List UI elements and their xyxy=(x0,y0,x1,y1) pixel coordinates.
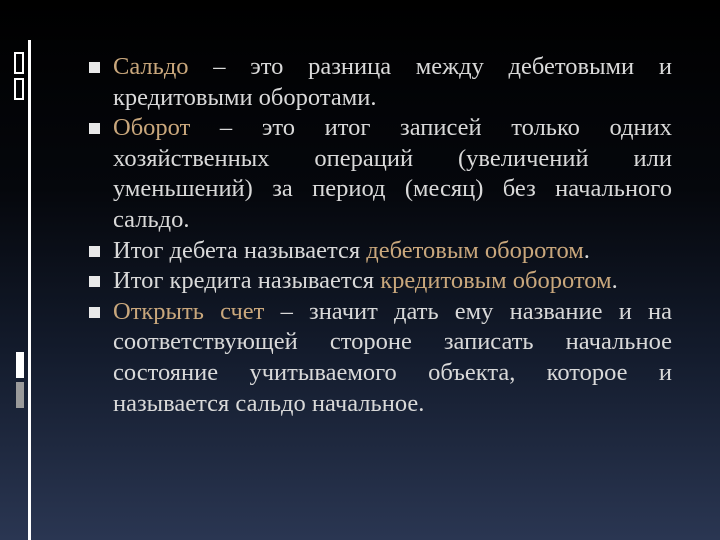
decor-bar-gray xyxy=(16,382,24,408)
decor-vertical-line xyxy=(28,40,31,540)
term-debet-turnover: дебетовым оборотом xyxy=(366,236,584,264)
definition-oborot: – это итог записей только одних хозяйственных операций (увеличений или уменьшений) за период (месяц) без начального сальдо. xyxy=(113,114,672,233)
definition-saldo: – это разница между дебетовыми и кредитовыми оборотами. xyxy=(113,53,672,111)
term-oborot: Оборот xyxy=(113,114,191,142)
square-bullet-icon xyxy=(89,62,100,73)
square-bullet-icon xyxy=(89,276,100,287)
kredit-suffix: . xyxy=(611,267,618,295)
decor-bar-light xyxy=(16,352,24,378)
bullet-list xyxy=(88,52,672,419)
slide-content xyxy=(88,52,672,419)
bullet-item-open-account xyxy=(88,297,672,419)
bullet-item-oborot xyxy=(88,113,672,235)
term-kredit-turnover: кредитовым оборотом xyxy=(380,267,612,295)
square-bullet-icon xyxy=(89,307,100,318)
decor-square-top xyxy=(14,52,24,74)
left-decoration xyxy=(0,0,30,540)
debet-prefix: Итог дебета называется xyxy=(113,236,367,264)
bullet-item-kredit xyxy=(88,266,672,297)
debet-suffix: . xyxy=(583,236,590,264)
definition-open-account: – значит дать ему название и на соответствующей стороне записать начальное состояние учитываемого объекта, которое и называется сальдо начальное. xyxy=(113,297,672,417)
kredit-prefix: Итог кредита называется xyxy=(113,267,381,295)
bullet-item-saldo xyxy=(88,52,672,113)
decor-square-bottom xyxy=(14,78,24,100)
bullet-item-debet xyxy=(88,236,672,267)
term-saldo: Сальдо xyxy=(113,53,189,80)
term-open-account: Открыть счет xyxy=(113,297,265,325)
square-bullet-icon xyxy=(89,123,100,134)
square-bullet-icon xyxy=(89,246,100,257)
